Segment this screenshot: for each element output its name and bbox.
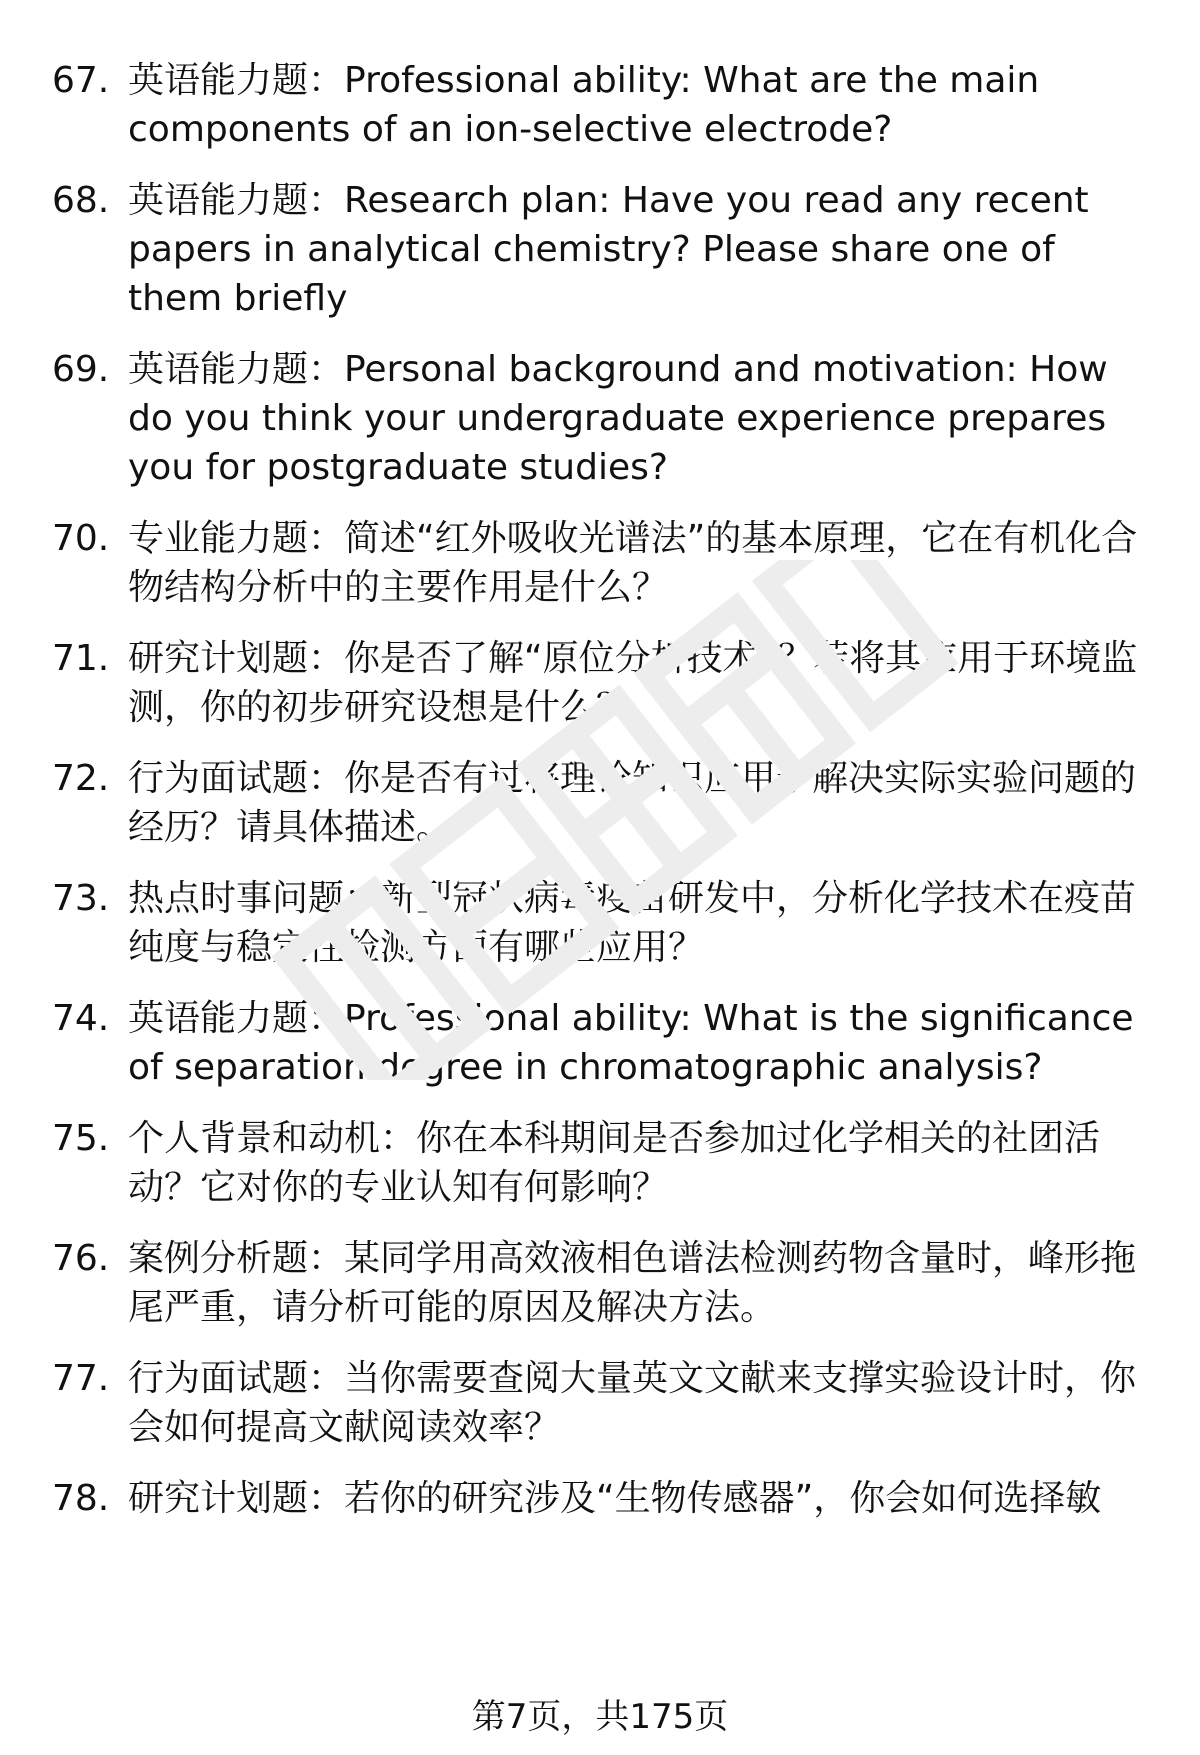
question-item xyxy=(52,874,1142,972)
question-text: 行为面试题：当你需要查阅大量英文文献来支撑实验设计时，你会如何提高文献阅读效率？ xyxy=(128,1358,1137,1448)
question-text: 英语能力题：Research plan: Have you read any recent papers in analytical chemistry? Please share one of them briefly xyxy=(128,180,1089,319)
question-text: 研究计划题：你是否了解“原位分析技术”？若将其应用于环境监测，你的初步研究设想是什么？ xyxy=(128,638,1138,728)
question-item xyxy=(52,1114,1142,1212)
question-text: 英语能力题：Professional ability: What is the significance of separation degree in chromatographic analysis? xyxy=(128,998,1134,1088)
question-list xyxy=(52,56,1142,1523)
question-item xyxy=(52,634,1142,732)
question-item xyxy=(52,754,1142,852)
question-item xyxy=(52,994,1142,1092)
question-item xyxy=(52,514,1142,612)
question-number: 69. xyxy=(52,349,110,390)
question-item xyxy=(52,1234,1142,1332)
question-number: 74. xyxy=(52,998,110,1039)
question-text: 个人背景和动机：你在本科期间是否参加过化学相关的社团活动？它对你的专业认知有何影响？ xyxy=(128,1118,1101,1208)
question-item xyxy=(52,176,1142,323)
question-number: 70. xyxy=(52,518,110,559)
question-text: 热点时事问题：新型冠状病毒疫苗研发中，分析化学技术在疫苗纯度与稳定性检测方面有哪些应用？ xyxy=(128,878,1137,968)
question-text: 英语能力题：Professional ability: What are the main components of an ion-selective electrode? xyxy=(128,60,1040,150)
page-number-footer: 第7页，共175页 xyxy=(471,1697,729,1737)
question-number: 73. xyxy=(52,878,110,919)
question-text: 案例分析题：某同学用高效液相色谱法检测药物含量时，峰形拖尾严重，请分析可能的原因及解决方法。 xyxy=(128,1238,1137,1328)
question-item xyxy=(52,1354,1142,1452)
question-number: 75. xyxy=(52,1118,110,1159)
question-number: 77. xyxy=(52,1358,110,1399)
question-item xyxy=(52,1474,1142,1523)
question-item xyxy=(52,56,1142,154)
question-number: 78. xyxy=(52,1478,110,1519)
question-text: 研究计划题：若你的研究涉及“生物传感器”，你会如何选择敏 xyxy=(128,1478,1102,1519)
question-text: 行为面试题：你是否有过将理论知识应用于解决实际实验问题的经历？请具体描述。 xyxy=(128,758,1137,848)
question-text: 专业能力题：简述“红外吸收光谱法”的基本原理，它在有机化合物结构分析中的主要作用是什么？ xyxy=(128,518,1138,608)
question-number: 76. xyxy=(52,1238,110,1279)
question-number: 71. xyxy=(52,638,110,679)
question-number: 67. xyxy=(52,60,110,101)
question-number: 68. xyxy=(52,180,110,221)
question-text: 英语能力题：Personal background and motivation: How do you think your undergraduate experience prepares you for postgraduate studies? xyxy=(128,349,1108,488)
question-number: 72. xyxy=(52,758,110,799)
question-item xyxy=(52,345,1142,492)
